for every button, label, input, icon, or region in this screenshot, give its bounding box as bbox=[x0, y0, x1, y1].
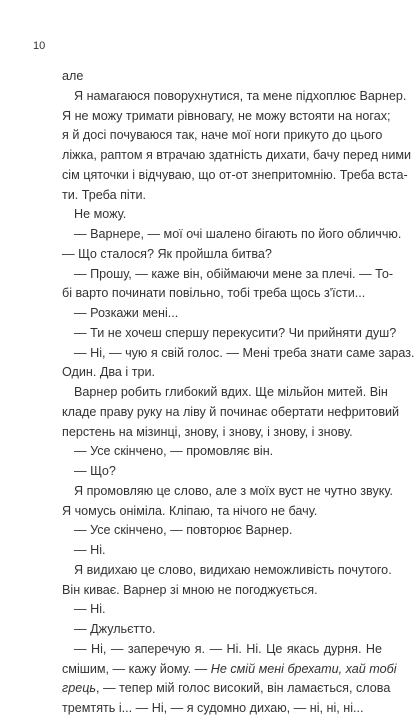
text-line: — Варнере, — мої очі шалено бігають по його обличчю. bbox=[74, 227, 402, 241]
text-line: — Ти не хочеш спершу перекусити? Чи прийняти душ? bbox=[74, 325, 397, 340]
text-line: але bbox=[62, 69, 84, 83]
text-line: Один. Два і три. bbox=[62, 365, 156, 380]
text-line: — Що? bbox=[74, 464, 116, 478]
text-line: Варнер робить глибокий вдих. Ще мільйон митей. Він bbox=[74, 385, 388, 399]
text-line: — Ні. bbox=[74, 543, 106, 557]
text-line: я й досі почуваюся так, наче мої ноги прикуто до цього bbox=[62, 128, 383, 143]
text-line: кладе праву руку на ліву й починає обертати нефритовий bbox=[62, 404, 400, 419]
text-line: сім цяточки і відчуваю, що от-от знепритомнію. Треба вста- bbox=[62, 167, 408, 182]
text-line: смішим, — кажу йому. — Не смій мені брехати, хай тобі bbox=[62, 661, 397, 676]
text-line: — Розкажи мені... bbox=[74, 306, 179, 320]
text-line: — Ні, — заперечую я. — Ні. Ні. Це якась дурня. Не bbox=[74, 641, 382, 656]
page-number: 10 bbox=[33, 40, 46, 52]
text-line: ліжка, раптом я втрачаю здатність дихати, бачу перед ними bbox=[62, 148, 412, 162]
text-line: Я чомусь оніміла. Кліпаю, та нічого не бачу. bbox=[62, 503, 318, 518]
text-line: ти. Треба піти. bbox=[62, 187, 146, 202]
text-line: Я видихаю це слово, видихаю неможливість почутого. bbox=[74, 562, 392, 577]
text-line: Він киває. Варнер зі мною не погоджується. bbox=[62, 582, 318, 597]
text-line: Я намагаюся поворухнутися, та мене підхоплює Варнер. bbox=[74, 88, 407, 103]
text-line: Не можу. bbox=[74, 207, 127, 222]
text-line: Я промовляю це слово, але з моїх вуст не чутно звуку. bbox=[74, 483, 393, 498]
text-line: — Що сталося? Як пройшла битва? bbox=[62, 246, 272, 261]
body-text bbox=[62, 67, 415, 719]
text-line: — Усе скінчено, — промовляє він. bbox=[74, 444, 274, 459]
text-line: — Джульєтто. bbox=[74, 622, 156, 636]
text-line: — Прошу, — каже він, обіймаючи мене за плечі. — То- bbox=[74, 266, 394, 281]
text-line: — Усе скінчено, — повторює Варнер. bbox=[74, 523, 293, 538]
text-line: бі варто починати повільно, тобі треба щось з'їсти... bbox=[62, 286, 366, 301]
text-line: перстень на мізинці, знову, і знову, і знову, і знову. bbox=[62, 424, 353, 439]
text-line: грець, — тепер мій голос високий, він ламається, слова bbox=[62, 681, 391, 696]
text-line: тремтять і... — Ні, — я судомно дихаю, — ні, ні, ні... bbox=[62, 701, 364, 715]
text-line: Я не можу тримати рівновагу, не можу встояти на ногах; bbox=[62, 108, 391, 123]
text-line: — Ні, — чую я свій голос. — Мені треба знати саме зараз. bbox=[74, 345, 415, 360]
text-line: — Ні. bbox=[74, 602, 106, 617]
